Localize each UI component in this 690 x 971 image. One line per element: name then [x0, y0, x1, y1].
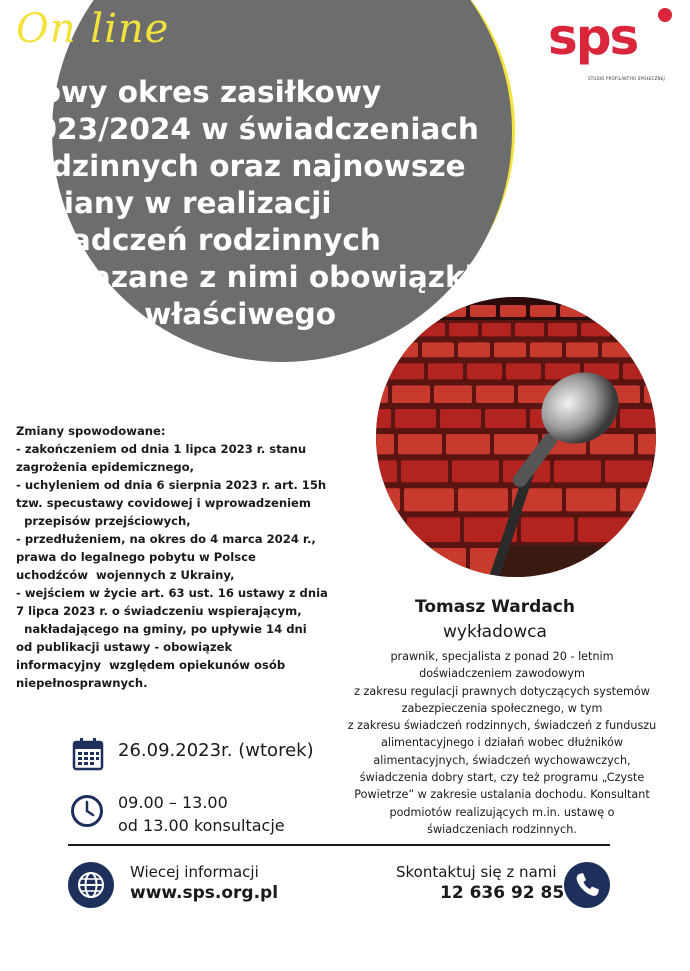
title-line: i związane z nimi obowiązki: [16, 260, 475, 294]
seat: [647, 323, 676, 336]
seat: [467, 363, 502, 379]
title-line: organu właściwego: [16, 297, 337, 331]
seat: [446, 434, 490, 454]
seat: [422, 342, 454, 357]
seat: [566, 488, 616, 511]
seat: [614, 323, 643, 336]
seat: [434, 385, 472, 403]
bio-line: z zakresu świadczeń rodzinnych, świadczeń z funduszu: [347, 719, 657, 733]
seat: [656, 460, 690, 482]
event-date: 26.09.2023r. (wtorek): [118, 740, 314, 761]
seat: [620, 488, 670, 511]
bio-line: doświadczeniem zawodowym: [419, 667, 585, 681]
seat: [485, 409, 526, 428]
title-line: 2023/2024 w świadczeniach: [16, 112, 479, 146]
changes-line: nakładającego na gminy, po upływie 14 dni: [16, 622, 307, 636]
seat: [407, 517, 460, 542]
seat: [350, 548, 406, 574]
seat: [644, 385, 682, 403]
logo-subtext: STUDIO PROFILAKTYKI SPOŁECZNEJ: [588, 76, 665, 81]
seat: [680, 305, 690, 317]
seat: [638, 434, 682, 454]
seat: [428, 363, 463, 379]
speaker-name: Tomasz Wardach: [415, 597, 575, 617]
auditorium-photo: [350, 290, 690, 590]
seat: [350, 385, 388, 403]
more-info-label: Wiecej informacji: [130, 863, 259, 881]
changes-line: niepełnosprawnych.: [16, 676, 148, 690]
seat: [581, 323, 610, 336]
changes-line: Zmiany spowodowane:: [16, 424, 166, 438]
logo-text: sps: [548, 8, 638, 66]
seat: [665, 409, 690, 428]
seat: [662, 363, 690, 379]
changes-line: przepisów przejściowych,: [16, 514, 191, 528]
phone-icon[interactable]: [564, 862, 610, 908]
seat: [398, 434, 442, 454]
seat: [401, 460, 448, 482]
seat: [350, 488, 400, 511]
seat: [440, 409, 481, 428]
bio-line: alimentacyjnych, świadczeń wychowawczych,: [373, 753, 631, 767]
bio-line: podmiotów realizujących m.in. ustawę o: [389, 805, 615, 819]
changes-line: od publikacji ustawy - obowiązek: [16, 640, 233, 654]
seat: [389, 363, 424, 379]
title-line: rodzinnych oraz najnowsze: [16, 149, 466, 183]
calendar-icon: [72, 737, 104, 771]
seat: [602, 342, 634, 357]
clock-icon: [70, 794, 104, 828]
seat: [578, 517, 631, 542]
event-consultation: od 13.00 konsultacje: [118, 816, 285, 835]
website-link[interactable]: www.sps.org.pl: [130, 883, 279, 903]
seat: [494, 434, 538, 454]
changes-line: - wejściem w życie art. 63 ust. 16 ustawy z dnia: [16, 586, 328, 600]
footer-divider: [68, 844, 610, 846]
bio-line: prawnik, specjalista z ponad 20 - letnim: [390, 650, 614, 663]
bio-line: z zakresu regulacji prawnych dotyczących systemów: [354, 684, 650, 698]
seat: [530, 342, 562, 357]
seat: [623, 363, 658, 379]
speaker-role: wykładowca: [443, 622, 547, 642]
seat: [530, 305, 556, 317]
seat: [458, 488, 508, 511]
seat: [494, 342, 526, 357]
title-line: Nowy okres zasiłkowy: [16, 75, 382, 109]
seat: [650, 548, 690, 574]
seat: [521, 517, 574, 542]
title-line: zmiany w realizacji: [16, 186, 332, 220]
speaker-bio: [332, 648, 672, 838]
seat: [404, 488, 454, 511]
seat: [638, 342, 670, 357]
seat: [515, 323, 544, 336]
changes-line: zagrożenia epidemicznego,: [16, 460, 195, 474]
seat: [674, 342, 690, 357]
seat: [350, 409, 391, 428]
seat: [560, 305, 586, 317]
seat: [620, 409, 661, 428]
changes-line: - uchyleniem od dnia 6 sierpnia 2023 r. art. 15h: [16, 478, 327, 492]
seat: [452, 460, 499, 482]
seat: [680, 323, 690, 336]
seat: [590, 548, 646, 574]
changes-line: tzw. specustawy covidowej i wprowadzeniem: [16, 496, 311, 510]
online-label: On line: [16, 6, 170, 52]
changes-line: prawa do legalnego pobytu w Polsce: [16, 550, 256, 564]
changes-line: 7 lipca 2023 r. o świadczeniu wspierającym,: [16, 604, 302, 618]
seat: [506, 363, 541, 379]
seat: [605, 460, 652, 482]
sps-logo: [548, 4, 678, 90]
title-line: świadczeń rodzinnych: [16, 223, 381, 257]
seat: [566, 342, 598, 357]
seat: [392, 385, 430, 403]
seat: [350, 363, 385, 379]
seat: [686, 434, 690, 454]
seat: [548, 323, 577, 336]
bio-line: świadczeniach rodzinnych.: [427, 822, 577, 836]
seat: [350, 517, 403, 542]
changes-line: - zakończeniem od dnia 1 lipca 2023 r. stanu: [16, 442, 307, 456]
seat: [500, 305, 526, 317]
phone-number[interactable]: 12 636 92 85: [440, 883, 565, 903]
seat: [476, 385, 514, 403]
seat: [386, 342, 418, 357]
seat: [635, 517, 688, 542]
contact-label: Skontaktuj się z nami: [396, 863, 557, 881]
seat: [686, 385, 690, 403]
bio-line: Powietrze” w zakresie ustalania dochodu. Konsultant: [354, 788, 650, 802]
seat: [350, 460, 397, 482]
changes-line: - przedłużeniem, na okres do 4 marca 2024 r.,: [16, 532, 316, 546]
page-title: [16, 74, 486, 333]
seat: [350, 434, 394, 454]
seat: [458, 342, 490, 357]
seat: [650, 305, 676, 317]
seat: [590, 305, 616, 317]
logo-dot: [658, 8, 672, 22]
seat: [482, 323, 511, 336]
seat: [620, 305, 646, 317]
bio-line: zabezpieczenia społecznego, w tym: [401, 701, 603, 715]
seat: [410, 548, 466, 574]
seat: [554, 460, 601, 482]
seat: [674, 488, 690, 511]
event-time: 09.00 – 13.00: [118, 793, 228, 812]
seat: [395, 409, 436, 428]
globe-icon[interactable]: [68, 862, 114, 908]
bio-line: alimentacyjnego i działań wobec dłużników: [380, 736, 624, 750]
bio-line: świadczenia dobry start, czy też programu „Czyste: [359, 771, 645, 785]
changes-list: [16, 422, 356, 692]
changes-line: informacyjny względem opiekunów osób: [16, 658, 286, 672]
changes-line: uchodźców wojennych z Ukrainy,: [16, 568, 235, 582]
